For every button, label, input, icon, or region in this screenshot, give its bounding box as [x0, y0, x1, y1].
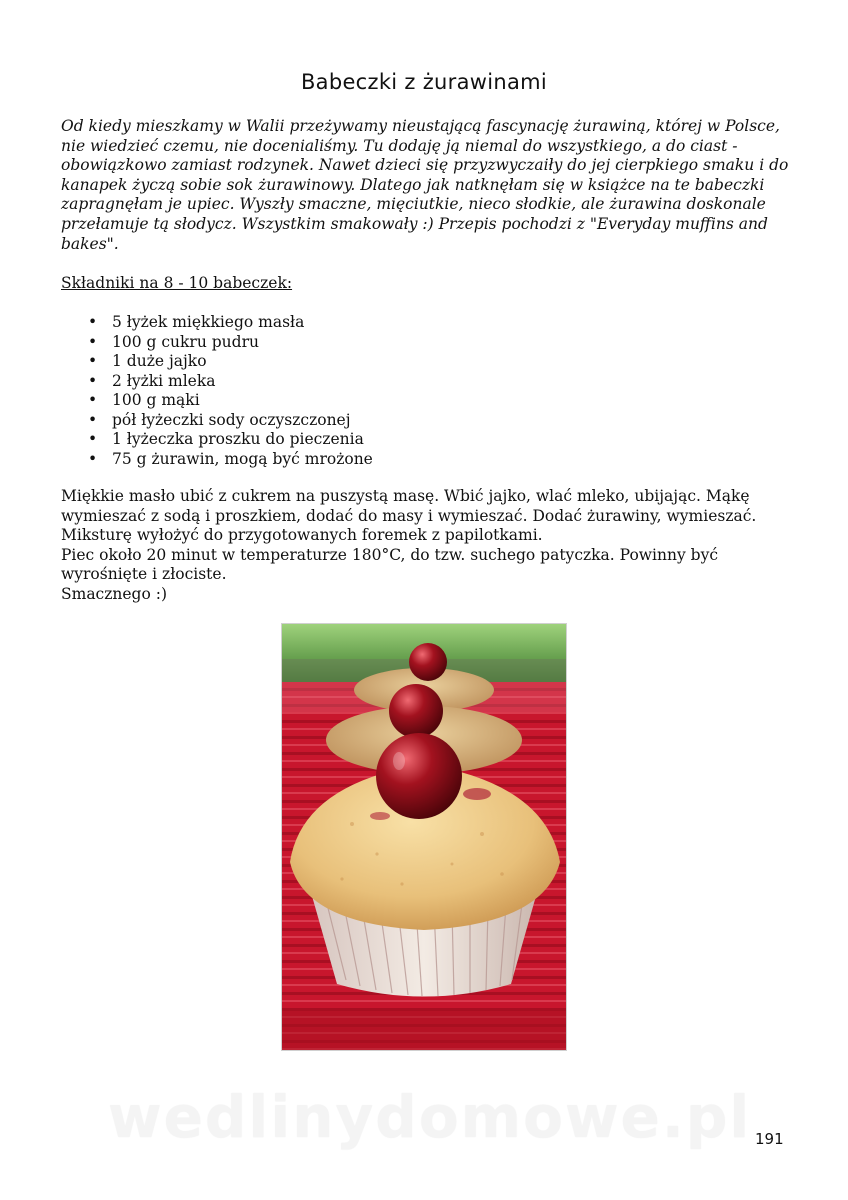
ingredient-item: • 1 łyżeczka proszku do pieczenia	[88, 430, 373, 450]
ingredient-item: • 100 g mąki	[88, 391, 373, 411]
method-line: Piec około 20 minut w temperaturze 180°C, do tzw. suchego patyczka. Powinny być wyrośnięte i złociste.	[61, 545, 719, 584]
method-line: Miękkie masło ubić z cukrem na puszystą masę. Wbić jajko, wlać mleko, ubijając. Mąkę wymieszać z sodą i proszkiem, dodać do masy i wymieszać. Dodać żurawiny, wymieszać. Miksturę wyłożyć do przygotowanych foremek z papilotkami.	[61, 487, 757, 545]
ingredients-list	[88, 313, 373, 469]
method-line: Smacznego :)	[61, 584, 168, 603]
method-text	[61, 487, 801, 605]
recipe-title: Babeczki z żurawinami	[300, 70, 548, 94]
watermark: wedlinydomowe.pl	[108, 1083, 752, 1151]
ingredient-item: • 75 g żurawin, mogą być mrożone	[88, 450, 373, 470]
ingredient-item: • 100 g cukru pudru	[88, 333, 373, 353]
ingredient-item: • 5 łyżek miękkiego masła	[88, 313, 373, 333]
ingredient-item: • pół łyżeczki sody oczyszczonej	[88, 411, 373, 431]
intro-paragraph: Od kiedy mieszkamy w Walii przeżywamy nieustającą fascynację żurawiną, której w Polsce, nie wiedzieć czemu, nie docenialiśmy. Tu dodaję ją niemal do wszystkiego, a do ciast - obowiązkowo zamiast rodzynek. Nawet dzieci się przyzwyczaiły do jej cierpkiego smaku i do kanapek życzą sobie sok żurawinowy. Dlatego jak natknęłam się w książce na te babeczki zapragnęłam je upiec. Wyszły smaczne, mięciutkie, nieco słodkie, ale żurawina doskonale przełamuje tą słodycz. Wszystkim smakowały :) Przepis pochodzi z "Everyday muffins and bakes".	[61, 117, 789, 253]
ingredient-item: • 1 duże jajko	[88, 352, 373, 372]
muffin-photo	[282, 624, 566, 1050]
ingredients-heading: Składniki na 8 - 10 babeczek:	[61, 274, 293, 292]
page-number: 191	[755, 1130, 784, 1148]
ingredient-item: • 2 łyżki mleka	[88, 372, 373, 392]
